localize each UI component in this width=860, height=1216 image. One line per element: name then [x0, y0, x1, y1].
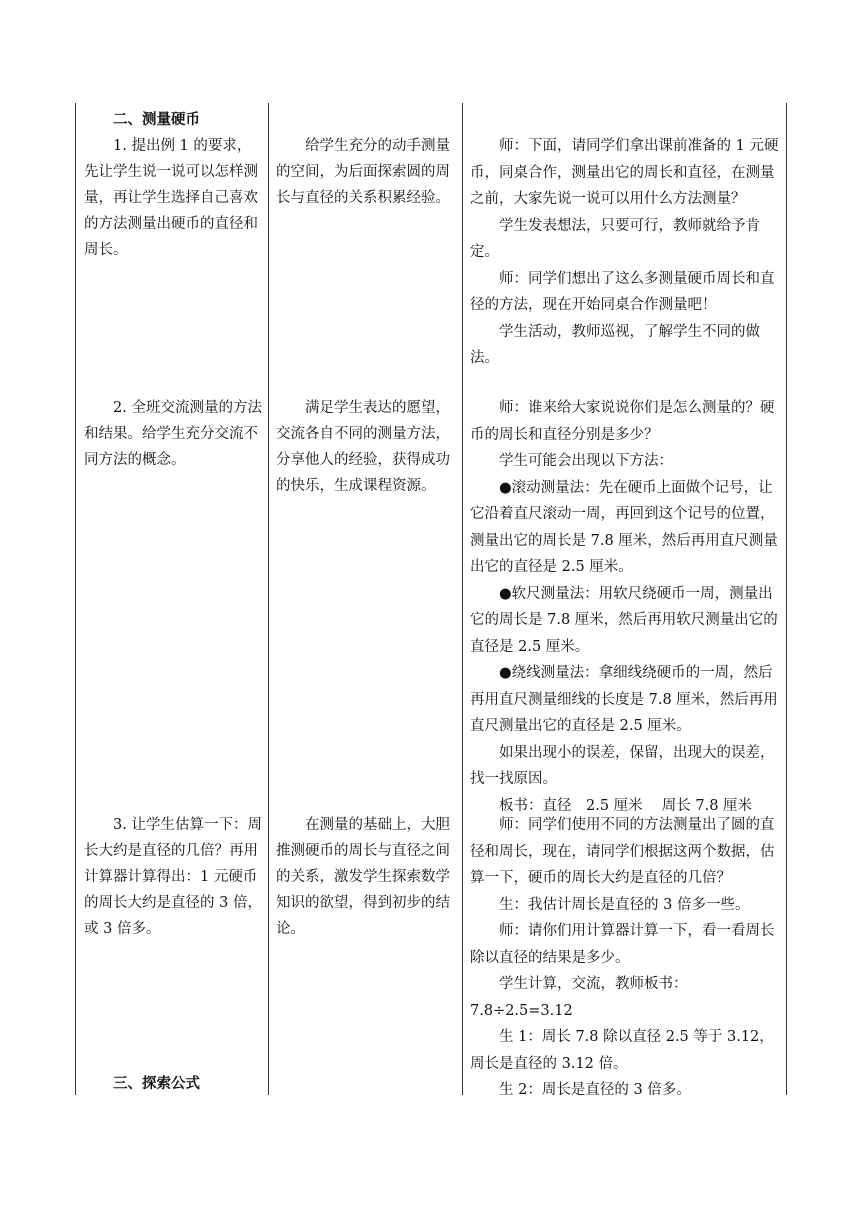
activity-paragraph: 生 1：周长 7.8 除以直径 2.5 等于 3.12，周长是直径的 3.12 倍。: [470, 1029, 774, 1072]
section-heading-measure: 二、测量硬币: [113, 111, 200, 128]
activity-paragraph: 学生可能会出现以下方法：: [499, 453, 673, 469]
table-border-right: [786, 103, 787, 1095]
process-item-2: 2. 全班交流测量的方法和结果。给学生充分交流不同方法的概念。: [84, 400, 262, 468]
activity-paragraph: 师：同学们想出了这么多测量硬币周长和直径的方法，现在开始同桌合作测量吧！: [470, 270, 775, 313]
activity-paragraph: 如果出现小的误差，保留，出现大的误差，找一找原因。: [470, 744, 775, 787]
activity-paragraph: 学生发表想法，只要可行，教师就给予肯定。: [470, 217, 760, 260]
section-heading-formula: 三、探索公式: [113, 1075, 200, 1092]
table-border-col1: [268, 103, 269, 1095]
activity-paragraph: ●软尺测量法：用软尺绕硬币一周，测量出它的周长是 7.8 厘米，然后再用软尺测量出它的直径是 2.5 厘米。: [470, 585, 778, 655]
activity-paragraph: 师：谁来给大家说说你们是怎么测量的？硬币的周长和直径分别是多少？: [470, 400, 775, 443]
design-intent-3: 在测量的基础上，大胆推测硬币的周长与直径之间的关系，激发学生探索数学知识的欲望，得到初步的结论。: [276, 817, 450, 937]
process-item-1: 1. 提出例 1 的要求，先让学生说一说可以怎样测量，再让学生选择自己喜欢的方法测量出硬币的直径和周长。: [84, 138, 258, 258]
activity-paragraph: ●绕线测量法：拿细线绕硬币的一周，然后再用直尺测量细线的长度是 7.8 厘米，然后再用直尺测量出它的直径是 2.5 厘米。: [470, 665, 778, 734]
process-item-3: 3. 让学生估算一下：周长大约是直径的几倍？再用计算器计算得出：1 元硬币的周长大约是直径的 3 倍，或 3 倍多。: [84, 817, 262, 937]
activity-paragraph: 师：下面，请同学们拿出课前准备的 1 元硬币，同桌合作，测量出它的周长和直径，在测量之前，大家先说一说可以用什么方法测量？: [470, 138, 779, 207]
activity-paragraph: 师：同学们使用不同的方法测量出了圆的直径和周长，现在，请同学们根据这两个数据，估算一下，硬币的周长大约是直径的几倍？: [470, 817, 775, 886]
activity-paragraph: ●滚动测量法：先在硬币上面做个记号，让它沿着直尺滚动一周，再回到这个记号的位置，测量出它的周长是 7.8 厘米，然后再用直尺测量出它的直径是 2.5 厘米。: [470, 479, 778, 575]
activity-paragraph: 生：我估计周长是直径的 3 倍多一些。: [499, 896, 750, 913]
activity-paragraph: 学生活动，教师巡视，了解学生不同的做法。: [470, 323, 760, 366]
activity-paragraph: 学生计算，交流，教师板书：7.8÷2.5=3.12: [470, 976, 688, 1019]
activity-paragraph: 师：请你们用计算器计算一下，看一看周长除以直径的结果是多少。: [470, 923, 775, 966]
table-border-col2: [462, 103, 463, 1095]
design-intent-1: 给学生充分的动手测量的空间，为后面探索圆的周长与直径的关系积累经验。: [276, 138, 450, 206]
activity-paragraph: 生 2：周长是直径的 3 倍多。: [499, 1082, 691, 1098]
table-border-left: [75, 103, 76, 1095]
blackboard-note: 板书：直径 2.5 厘米 周长 7.8 厘米: [499, 797, 753, 814]
design-intent-2: 满足学生表达的愿望，交流各自不同的测量方法，分享他人的经验，获得成功的快乐，生成课程资源。: [276, 400, 450, 494]
